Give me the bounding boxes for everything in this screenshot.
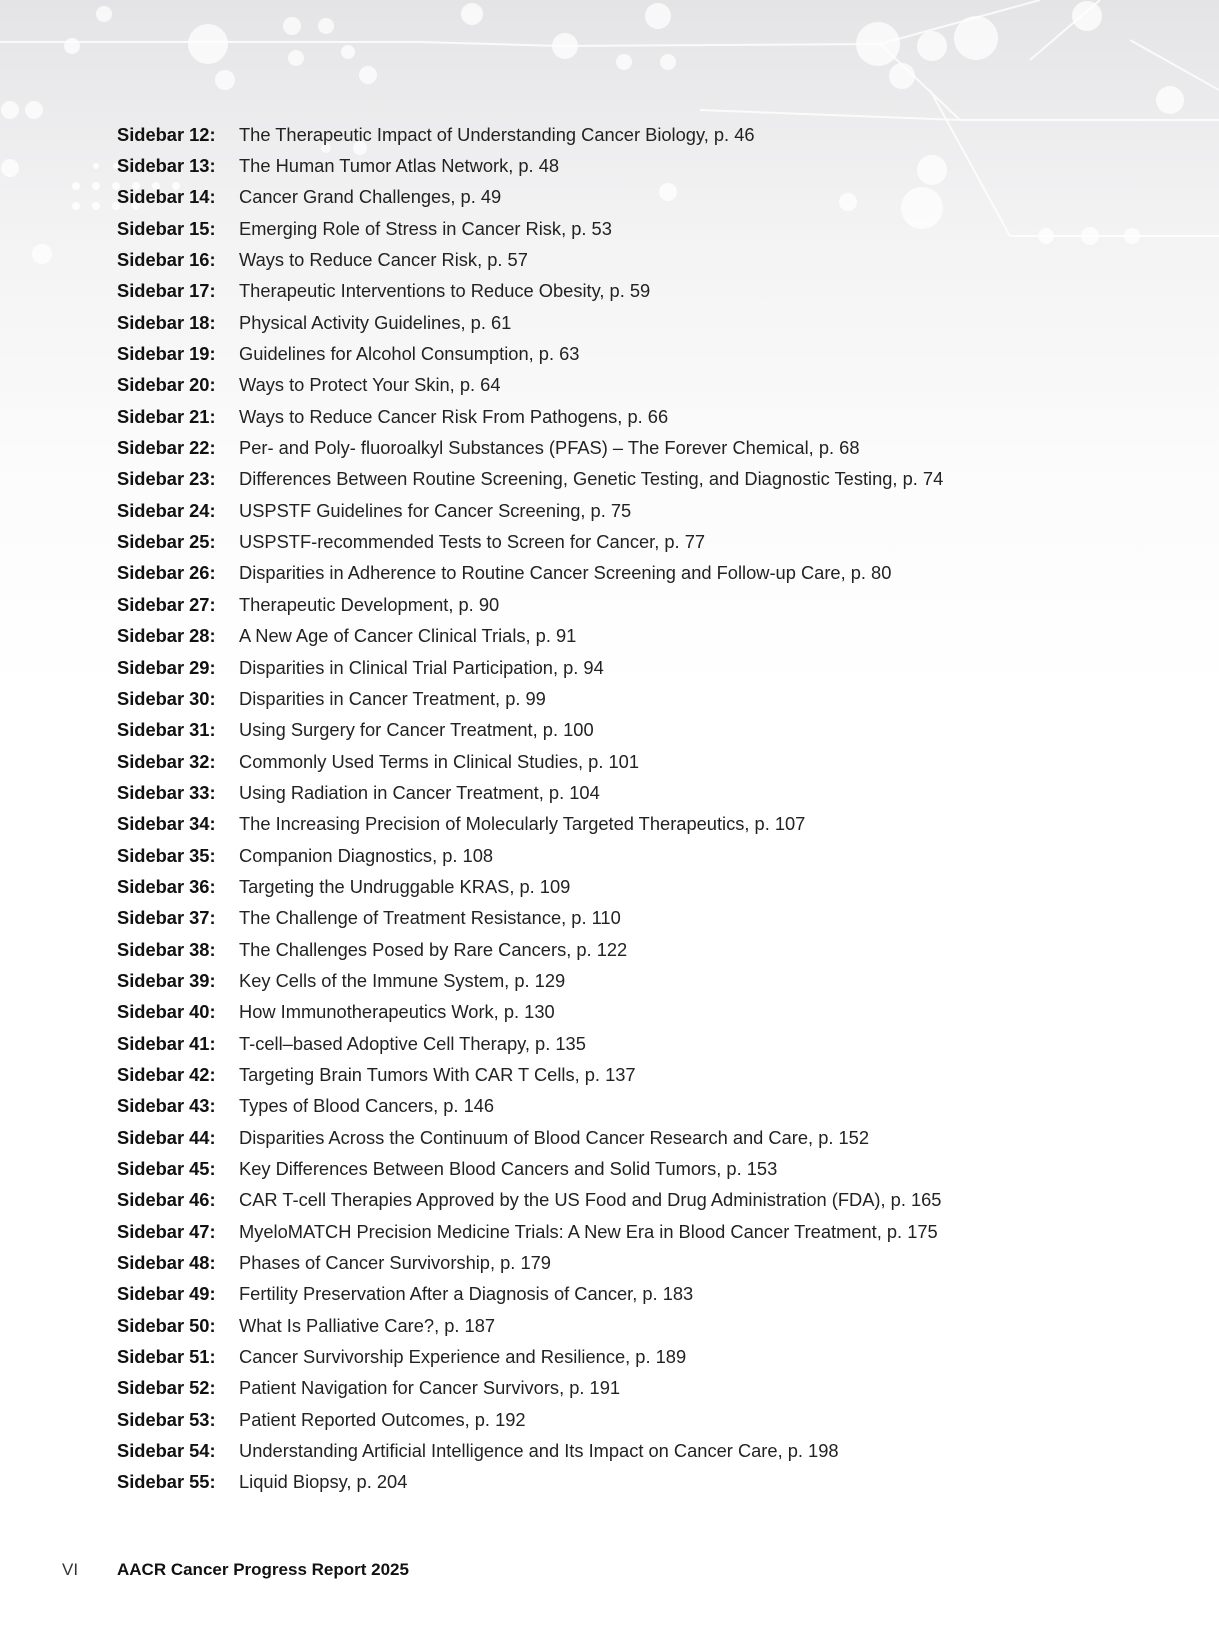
sidebar-entry xyxy=(117,1185,1117,1216)
sidebar-title: Patient Navigation for Cancer Survivors, p. 191 xyxy=(239,1377,621,1399)
sidebar-number: Sidebar 20: xyxy=(117,374,216,396)
report-title: AACR Cancer Progress Report 2025 xyxy=(117,1560,409,1579)
sidebar-number: Sidebar 38: xyxy=(117,938,216,960)
sidebar-number: Sidebar 33: xyxy=(117,781,216,803)
sidebar-entry xyxy=(117,903,1117,934)
sidebar-number: Sidebar 35: xyxy=(117,844,216,866)
sidebar-entry xyxy=(117,1059,1117,1090)
sidebar-title: Understanding Artificial Intelligence and Its Impact on Cancer Care, p. 198 xyxy=(239,1440,839,1462)
sidebar-entry xyxy=(117,715,1117,746)
sidebar-entry xyxy=(117,809,1117,840)
sidebar-entry xyxy=(117,338,1117,369)
sidebar-number: Sidebar 42: xyxy=(117,1063,216,1085)
sidebar-entry xyxy=(117,589,1117,620)
sidebar-number: Sidebar 21: xyxy=(117,405,216,427)
sidebar-title: Fertility Preservation After a Diagnosis of Cancer, p. 183 xyxy=(239,1283,694,1305)
sidebar-number: Sidebar 51: xyxy=(117,1346,216,1368)
sidebar-number: Sidebar 43: xyxy=(117,1095,216,1117)
sidebar-number: Sidebar 55: xyxy=(117,1471,216,1493)
sidebar-title: Differences Between Routine Screening, Genetic Testing, and Diagnostic Testing, p. 74 xyxy=(239,468,944,490)
sidebar-title: Therapeutic Development, p. 90 xyxy=(239,593,500,615)
sidebar-title: The Challenge of Treatment Resistance, p. 110 xyxy=(239,907,621,929)
sidebar-entry xyxy=(117,871,1117,902)
sidebar-entry xyxy=(117,997,1117,1028)
sidebar-number: Sidebar 19: xyxy=(117,343,216,365)
sidebar-title: Ways to Protect Your Skin, p. 64 xyxy=(239,374,501,396)
sidebar-title: Liquid Biopsy, p. 204 xyxy=(239,1471,408,1493)
sidebar-title: Therapeutic Interventions to Reduce Obesity, p. 59 xyxy=(239,280,651,302)
sidebar-number: Sidebar 13: xyxy=(117,155,216,177)
sidebar-title: The Human Tumor Atlas Network, p. 48 xyxy=(239,155,560,177)
sidebar-number: Sidebar 45: xyxy=(117,1158,216,1180)
sidebar-entry xyxy=(117,1091,1117,1122)
sidebar-title: Guidelines for Alcohol Consumption, p. 63 xyxy=(239,343,580,365)
sidebar-entry xyxy=(117,558,1117,589)
sidebar-title: Physical Activity Guidelines, p. 61 xyxy=(239,311,512,333)
sidebar-title: Commonly Used Terms in Clinical Studies, p. 101 xyxy=(239,750,639,772)
sidebar-title: Phases of Cancer Survivorship, p. 179 xyxy=(239,1252,551,1274)
sidebar-entry xyxy=(117,119,1117,150)
sidebar-title: Disparities in Adherence to Routine Cancer Screening and Follow-up Care, p. 80 xyxy=(239,562,892,584)
sidebar-number: Sidebar 41: xyxy=(117,1032,216,1054)
sidebar-title: The Therapeutic Impact of Understanding Cancer Biology, p. 46 xyxy=(239,123,755,145)
sidebar-number: Sidebar 29: xyxy=(117,656,216,678)
sidebar-title: How Immunotherapeutics Work, p. 130 xyxy=(239,1001,555,1023)
sidebar-number: Sidebar 32: xyxy=(117,750,216,772)
sidebar-title: Disparities in Clinical Trial Participation, p. 94 xyxy=(239,656,604,678)
sidebar-title: What Is Palliative Care?, p. 187 xyxy=(239,1314,496,1336)
sidebar-entry xyxy=(117,746,1117,777)
sidebar-title: A New Age of Cancer Clinical Trials, p. 91 xyxy=(239,625,577,647)
sidebar-number: Sidebar 49: xyxy=(117,1283,216,1305)
page-footer xyxy=(0,1556,1219,1586)
sidebar-entry xyxy=(117,495,1117,526)
sidebar-title: Disparities Across the Continuum of Blood Cancer Research and Care, p. 152 xyxy=(239,1126,870,1148)
sidebar-title: Using Radiation in Cancer Treatment, p. 104 xyxy=(239,781,600,803)
sidebar-entry xyxy=(117,1122,1117,1153)
sidebar-entry xyxy=(117,150,1117,181)
sidebar-number: Sidebar 52: xyxy=(117,1377,216,1399)
sidebar-number: Sidebar 39: xyxy=(117,969,216,991)
sidebar-entry xyxy=(117,1435,1117,1466)
sidebar-title: Using Surgery for Cancer Treatment, p. 100 xyxy=(239,719,594,741)
sidebar-entry xyxy=(117,1310,1117,1341)
sidebar-entry xyxy=(117,621,1117,652)
sidebar-number: Sidebar 54: xyxy=(117,1440,216,1462)
sidebar-number: Sidebar 53: xyxy=(117,1408,216,1430)
sidebar-entry xyxy=(117,1247,1117,1278)
sidebar-entry xyxy=(117,401,1117,432)
sidebar-title: Companion Diagnostics, p. 108 xyxy=(239,844,494,866)
sidebar-entry xyxy=(117,1341,1117,1372)
sidebar-entry xyxy=(117,276,1117,307)
sidebar-number: Sidebar 37: xyxy=(117,907,216,929)
sidebar-title: Targeting Brain Tumors With CAR T Cells, p. 137 xyxy=(239,1063,636,1085)
sidebar-number: Sidebar 50: xyxy=(117,1314,216,1336)
sidebar-title: MyeloMATCH Precision Medicine Trials: A New Era in Blood Cancer Treatment, p. 175 xyxy=(239,1220,938,1242)
sidebar-number: Sidebar 22: xyxy=(117,437,216,459)
sidebar-entry xyxy=(117,1279,1117,1310)
sidebar-number: Sidebar 18: xyxy=(117,311,216,333)
sidebar-title: USPSTF Guidelines for Cancer Screening, p. 75 xyxy=(239,499,632,521)
sidebar-title: Cancer Grand Challenges, p. 49 xyxy=(239,186,502,208)
sidebar-entry xyxy=(117,683,1117,714)
sidebar-title: T-cell–based Adoptive Cell Therapy, p. 135 xyxy=(239,1032,586,1054)
sidebar-title: Per- and Poly- fluoroalkyl Substances (PFAS) – The Forever Chemical, p. 68 xyxy=(239,437,860,459)
sidebar-title: Ways to Reduce Cancer Risk, p. 57 xyxy=(239,249,528,271)
sidebar-entry xyxy=(117,213,1117,244)
sidebar-number: Sidebar 27: xyxy=(117,593,216,615)
sidebar-title: Cancer Survivorship Experience and Resilience, p. 189 xyxy=(239,1346,687,1368)
sidebar-title: USPSTF-recommended Tests to Screen for Cancer, p. 77 xyxy=(239,531,706,553)
sidebar-number: Sidebar 12: xyxy=(117,123,216,145)
sidebar-number: Sidebar 14: xyxy=(117,186,216,208)
sidebar-entry xyxy=(117,777,1117,808)
sidebar-title: The Challenges Posed by Rare Cancers, p. 122 xyxy=(239,938,628,960)
sidebar-title: Disparities in Cancer Treatment, p. 99 xyxy=(239,687,546,709)
sidebar-title: The Increasing Precision of Molecularly Targeted Therapeutics, p. 107 xyxy=(239,813,806,835)
page-number: VI xyxy=(62,1560,79,1579)
sidebar-entry xyxy=(117,652,1117,683)
sidebar-entry xyxy=(117,1467,1117,1498)
sidebar-entry xyxy=(117,965,1117,996)
sidebar-number: Sidebar 24: xyxy=(117,499,216,521)
sidebar-number: Sidebar 23: xyxy=(117,468,216,490)
sidebar-number: Sidebar 40: xyxy=(117,1001,216,1023)
sidebar-entry xyxy=(117,1373,1117,1404)
sidebar-entry xyxy=(117,1028,1117,1059)
sidebar-entry xyxy=(117,182,1117,213)
sidebar-number: Sidebar 47: xyxy=(117,1220,216,1242)
sidebar-number: Sidebar 48: xyxy=(117,1252,216,1274)
sidebar-list xyxy=(117,119,1117,1498)
sidebar-entry xyxy=(117,934,1117,965)
sidebar-number: Sidebar 44: xyxy=(117,1126,216,1148)
sidebar-number: Sidebar 34: xyxy=(117,813,216,835)
sidebar-entry xyxy=(117,432,1117,463)
sidebar-title: Key Cells of the Immune System, p. 129 xyxy=(239,969,566,991)
sidebar-title: Targeting the Undruggable KRAS, p. 109 xyxy=(239,875,571,897)
sidebar-number: Sidebar 46: xyxy=(117,1189,216,1211)
sidebar-number: Sidebar 31: xyxy=(117,719,216,741)
sidebar-number: Sidebar 36: xyxy=(117,875,216,897)
sidebar-entry xyxy=(117,1216,1117,1247)
sidebar-entry xyxy=(117,464,1117,495)
sidebar-entry xyxy=(117,526,1117,557)
sidebar-title: Patient Reported Outcomes, p. 192 xyxy=(239,1408,526,1430)
sidebar-number: Sidebar 25: xyxy=(117,531,216,553)
sidebar-number: Sidebar 26: xyxy=(117,562,216,584)
sidebar-entry xyxy=(117,1404,1117,1435)
sidebar-entry xyxy=(117,307,1117,338)
sidebar-title: Types of Blood Cancers, p. 146 xyxy=(239,1095,495,1117)
sidebar-entry xyxy=(117,244,1117,275)
sidebar-number: Sidebar 15: xyxy=(117,217,216,239)
sidebar-entry xyxy=(117,370,1117,401)
sidebar-number: Sidebar 28: xyxy=(117,625,216,647)
sidebar-entry xyxy=(117,1153,1117,1184)
sidebar-title: Key Differences Between Blood Cancers and Solid Tumors, p. 153 xyxy=(239,1158,778,1180)
sidebar-entry xyxy=(117,840,1117,871)
sidebar-number: Sidebar 16: xyxy=(117,249,216,271)
sidebar-number: Sidebar 30: xyxy=(117,687,216,709)
sidebar-title: Emerging Role of Stress in Cancer Risk, p. 53 xyxy=(239,217,612,239)
sidebar-title: Ways to Reduce Cancer Risk From Pathogens, p. 66 xyxy=(239,405,669,427)
sidebar-title: CAR T-cell Therapies Approved by the US Food and Drug Administration (FDA), p. 165 xyxy=(239,1189,942,1211)
sidebar-number: Sidebar 17: xyxy=(117,280,216,302)
